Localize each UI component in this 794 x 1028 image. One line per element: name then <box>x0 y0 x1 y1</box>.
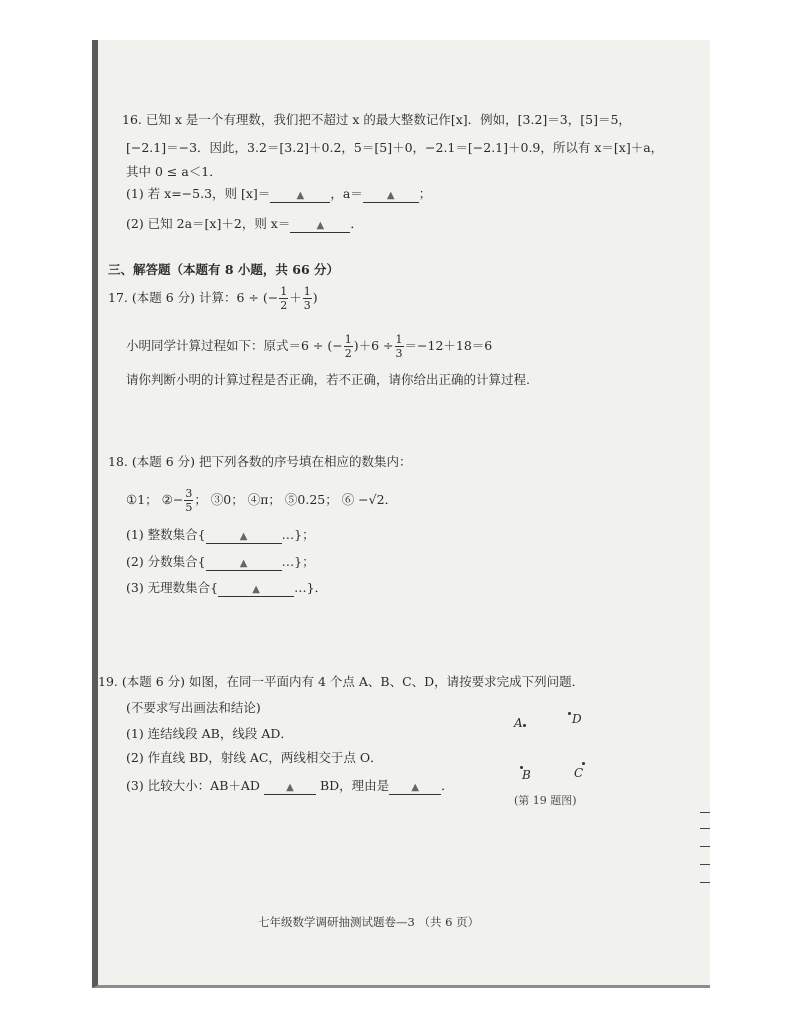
q17-line2 <box>126 334 492 359</box>
frac-den: 3 <box>303 299 311 312</box>
q16-part2-text-b: ． <box>350 216 363 231</box>
q17-l1-b: ＋ <box>289 290 302 305</box>
q18-set1-label: (1) 整数集合{ <box>126 527 206 542</box>
q19-answer-blank-1[interactable]: ▲ <box>264 782 316 795</box>
q17-fraction-third-2 <box>395 334 404 359</box>
edge-mark <box>700 882 710 883</box>
q19-answer-blank-2[interactable]: ▲ <box>389 782 441 795</box>
frac-num: 1 <box>344 333 352 346</box>
frac-den: 2 <box>280 299 288 312</box>
q18-set1-end: …}； <box>281 527 315 542</box>
q17-fraction-third <box>303 286 312 311</box>
q18-set1 <box>126 527 315 544</box>
q18-set2-end: …}； <box>281 554 315 569</box>
q18-set2 <box>126 554 315 571</box>
q16-part2 <box>126 216 363 233</box>
edge-mark <box>700 812 710 813</box>
q17-l2-b: )＋6 ÷ <box>353 338 394 353</box>
q16-answer-blank-2[interactable]: ▲ <box>363 190 419 203</box>
point-a-dot <box>523 724 526 727</box>
page-footer: 七年级数学调研抽测试题卷—3 （共 6 页） <box>258 915 480 929</box>
section-3-heading: 三、解答题（本题有 8 小题，共 66 分） <box>108 262 340 277</box>
q16-line1: 16. 已知 x 是一个有理数，我们把不超过 x 的最大整数记作[x]．例如，[3.2]＝3，[5]＝5， <box>122 112 631 127</box>
point-c-dot <box>582 762 585 765</box>
frac-num: 1 <box>395 333 403 346</box>
q19-l5-a: (3) 比较大小：AB＋AD <box>126 778 260 793</box>
edge-mark <box>700 846 710 847</box>
q16-part1-text-a: (1) 若 x=−5.3，则 [x]＝ <box>126 186 271 201</box>
q19-line4: (2) 作直线 BD，射线 AC，两线相交于点 O． <box>126 750 383 765</box>
q16-part1 <box>126 186 431 203</box>
edge-mark <box>700 828 710 829</box>
q16-part1-text-b: ，a＝ <box>330 186 363 201</box>
q18-answer-blank-3[interactable]: ▲ <box>218 584 294 597</box>
q18-nums-a: ①1； ②− <box>126 492 184 507</box>
point-a-label: A <box>514 716 523 730</box>
figure-caption: (第 19 题图) <box>514 794 577 807</box>
edge-mark <box>700 864 710 865</box>
frac-den: 2 <box>344 347 352 360</box>
exam-page <box>92 40 710 988</box>
q18-set2-label: (2) 分数集合{ <box>126 554 206 569</box>
q16-answer-blank-1[interactable]: ▲ <box>270 190 330 203</box>
frac-num: 1 <box>280 285 288 298</box>
q19-line2: (不要求写出画法和结论) <box>126 700 261 715</box>
q18-fraction <box>184 488 193 513</box>
q18-nums-b: ； ③0； ④π； ⑤0.25； ⑥ −√2． <box>194 492 398 507</box>
q19-line1: 19. (本题 6 分) 如图，在同一平面内有 4 个点 A、B、C、D，请按要求完成下列问题． <box>98 674 585 689</box>
q17-fraction-half-2 <box>344 334 353 359</box>
frac-den: 5 <box>185 501 193 514</box>
q17-fraction-half <box>279 286 288 311</box>
q18-set3-label: (3) 无理数集合{ <box>126 580 219 595</box>
q18-set3 <box>126 580 327 597</box>
q19-line5 <box>126 778 454 795</box>
q18-answer-blank-2[interactable]: ▲ <box>206 558 282 571</box>
q17-line1 <box>108 286 318 311</box>
q16-line2: [−2.1]＝−3．因此，3.2＝[3.2]＋0.2，5＝[5]＋0，−2.1＝[−2.1]＋0.9，所以有 x＝[x]＋a， <box>126 140 664 155</box>
q17-l1-a: 17. (本题 6 分) 计算：6 ÷ (− <box>108 290 279 305</box>
frac-den: 3 <box>395 347 403 360</box>
point-d-dot <box>568 712 571 715</box>
q17-l2-a: 小明同学计算过程如下：原式＝6 ÷ (− <box>126 338 343 353</box>
q17-l2-c: ＝−12＋18＝6 <box>404 338 493 353</box>
q19-l5-b: BD，理由是 <box>319 778 390 793</box>
q19-l5-c: ． <box>441 778 454 793</box>
q16-line3: 其中 0 ≤ a＜1． <box>126 164 222 179</box>
point-d-label: D <box>572 712 582 726</box>
q16-part1-text-c: ； <box>418 186 432 201</box>
q17-l1-c: ) <box>312 290 318 305</box>
q18-set3-end: …}． <box>294 580 328 595</box>
q16-part2-text-a: (2) 已知 2a＝[x]＋2，则 x＝ <box>126 216 291 231</box>
point-c-label: C <box>574 766 584 780</box>
point-b-label: B <box>522 768 531 782</box>
q18-numbers <box>126 488 397 513</box>
frac-num: 1 <box>303 285 311 298</box>
q17-line3: 请你判断小明的计算过程是否正确，若不正确，请你给出正确的计算过程. <box>126 372 530 387</box>
q18-line1: 18. (本题 6 分) 把下列各数的序号填在相应的数集内： <box>108 454 412 469</box>
q19-line3: (1) 连结线段 AB，线段 AD． <box>126 726 293 741</box>
frac-num: 3 <box>185 487 193 500</box>
q18-answer-blank-1[interactable]: ▲ <box>206 531 282 544</box>
q16-answer-blank-3[interactable]: ▲ <box>290 220 350 233</box>
